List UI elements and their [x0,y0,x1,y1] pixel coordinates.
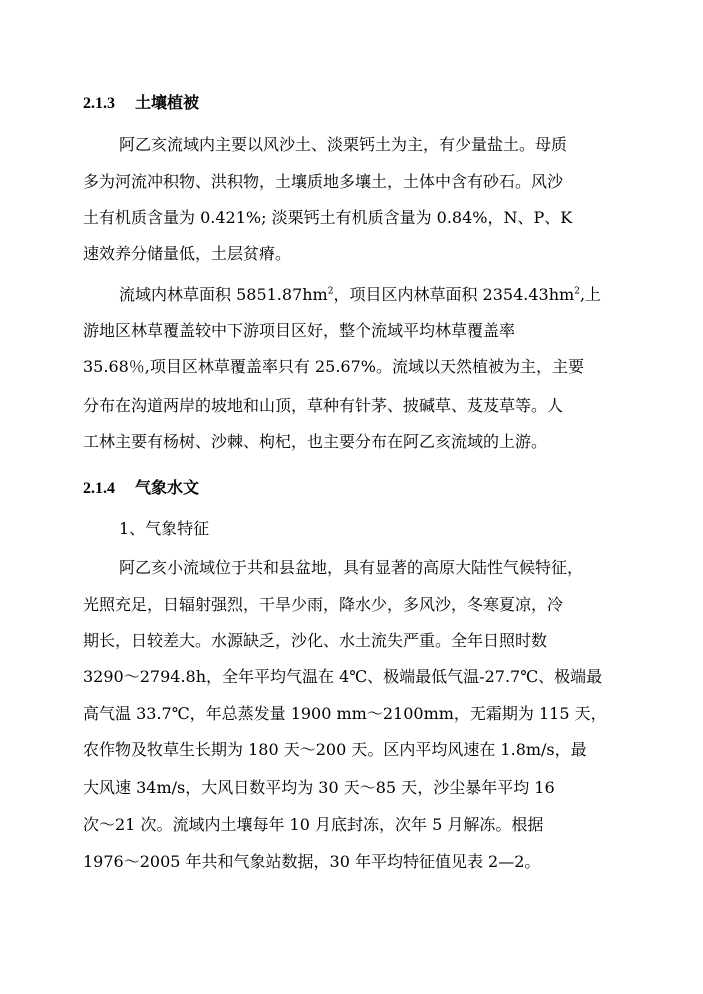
paragraph-line: 阿乙亥流域内主要以风沙土、淡栗钙土为主，有少量盐土。母质 [119,135,568,154]
section-heading-2-1-4 [83,478,199,499]
section-heading-2-1-3 [83,93,199,114]
paragraph-line: 多为河流冲积物、洪积物，土壤质地多壤土，土体中含有砂石。风沙 [83,172,564,191]
paragraph-line: 分布在沟道两岸的坡地和山顶，草种有针茅、披碱草、芨芨草等。人 [83,396,564,415]
paragraph-line: 工林主要有杨树、沙棘、枸杞，也主要分布在阿乙亥流域的上游。 [83,432,548,451]
paragraph-line: 阿乙亥小流域位于共和县盆地，具有显著的高原大陆性气候特征， [119,558,584,577]
paragraph-line: 35.68％,项目区林草覆盖率只有 25.67%。流域以天然植被为主，主要 [83,357,584,376]
paragraph-line: 3290～2794.8h，全年平均气温在 4℃、极端最低气温-27.7℃、极端最 [83,667,603,686]
paragraph-line: 高气温 33.7℃，年总蒸发量 1900 mm～2100mm，无霜期为 115 天， [83,704,607,723]
section-number: 2.1.4 [83,480,115,497]
superscript: 2 [327,286,334,297]
paragraph-line: 大风速 34m/s，大风日数平均为 30 天～85 天，沙尘暴年平均 16 [83,778,555,797]
paragraph-line: 光照充足，日辐射强烈，干旱少雨，降水少，多风沙，冬寒夏凉，冷 [83,595,564,614]
paragraph-line: 1976～2005 年共和气象站数据，30 年平均特征值见表 2—2。 [83,852,541,871]
superscript: 2 [574,286,580,297]
paragraph-line: 土有机质含量为 0.421%; 淡栗钙土有机质含量为 0.84%，N、P、K [83,208,573,227]
paragraph-line: 游地区林草覆盖较中下游项目区好，整个流域平均林草覆盖率 [83,321,516,340]
section-title: 气象水文 [135,478,200,497]
paragraph-line [119,285,601,305]
paragraph-line: 速效养分储量低，土层贫瘠。 [83,244,292,263]
section-title: 土壤植被 [135,93,200,112]
text-run: 流域内林草面积 5851.87hm [119,285,328,304]
text-run: ,上 [579,285,602,304]
section-number: 2.1.3 [83,95,115,112]
paragraph-line: 次～21 次。流域内土壤每年 10 月底封冻，次年 5 月解冻。根据 [83,815,544,834]
text-run: ，项目区内林草面积 2354.43hm [333,285,575,304]
paragraph-line: 期长，日较差大。水源缺乏，沙化、水土流失严重。全年日照时数 [83,631,548,650]
paragraph-line: 农作物及牧草生长期为 180 天～200 天。区内平均风速在 1.8m/s，最 [83,740,587,759]
subheading: 1、气象特征 [119,519,210,538]
